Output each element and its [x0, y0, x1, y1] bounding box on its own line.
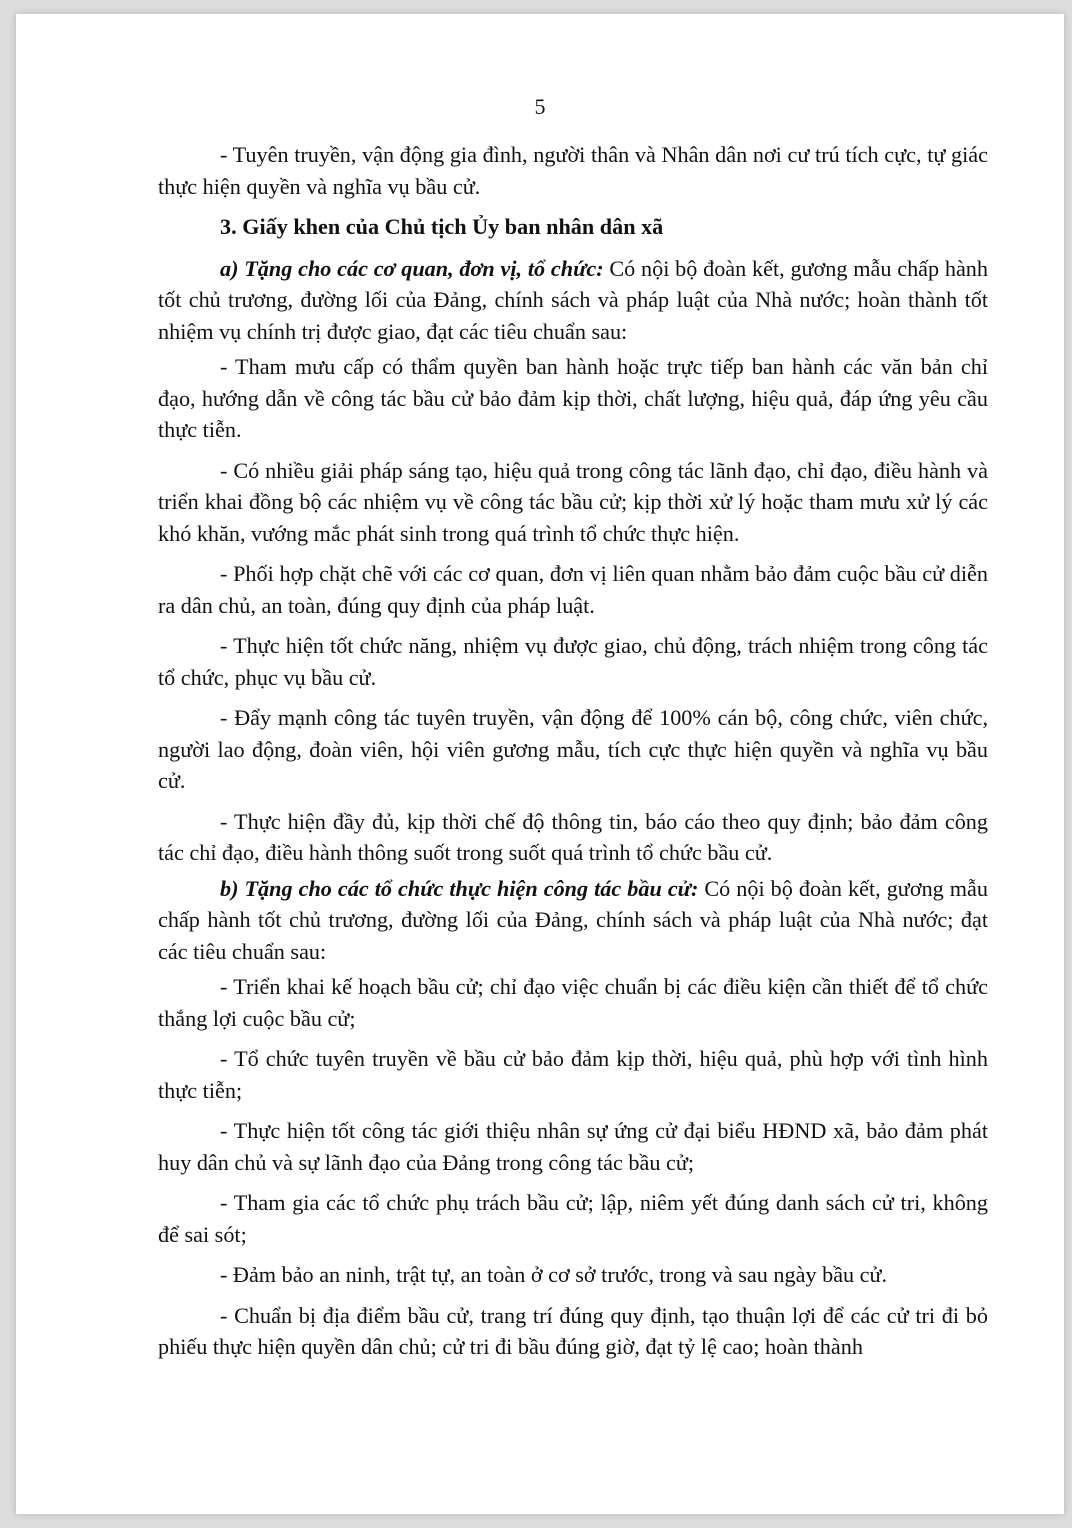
- criterion-b5: - Đảm bảo an ninh, trật tự, an toàn ở cơ sở trước, trong và sau ngày bầu cử.: [220, 1262, 888, 1287]
- criterion-b6: - Chuẩn bị địa điểm bầu cử, trang trí đúng quy định, tạo thuận lợi để các cử tri đi bỏ phiếu thực hiện quyền dân chủ; cử tri đi bầu đúng giờ, đạt tỷ lệ cao; hoàn thành: [158, 1302, 988, 1359]
- document-page: [16, 14, 1064, 1514]
- criterion-b2: - Tổ chức tuyên truyền về bầu cử bảo đảm kịp thời, hiệu quả, phù hợp với tình hình thực tiễn;: [158, 1046, 988, 1103]
- page-number: 5: [534, 94, 546, 119]
- criterion-b1: - Triển khai kế hoạch bầu cử; chỉ đạo việc chuẩn bị các điều kiện cần thiết để tổ chức thắng lợi cuộc bầu cử;: [158, 974, 988, 1031]
- paragraph-a-intro: [158, 253, 988, 348]
- paragraph-b-intro: [158, 873, 988, 968]
- criterion-a2: - Có nhiều giải pháp sáng tạo, hiệu quả trong công tác lãnh đạo, chỉ đạo, điều hành và triển khai đồng bộ các nhiệm vụ về công tác bầu cử; kịp thời xử lý hoặc tham mưu xử lý các khó khăn, vướng mắc phát sinh trong quá trình tổ chức thực hiện.: [158, 457, 988, 546]
- subsection-a-text: Có nội bộ đoàn kết, gương mẫu chấp hành tốt chủ trương, đường lối của Đảng, chính sách và pháp luật của Nhà nước; hoàn thành tốt nhiệm vụ chính trị được giao, đạt các tiêu chuẩn sau:: [158, 255, 988, 344]
- criterion-a1: - Tham mưu cấp có thẩm quyền ban hành hoặc trực tiếp ban hành các văn bản chỉ đạo, hướng dẫn về công tác bầu cử bảo đảm kịp thời, chất lượng, hiệu quả, đáp ứng yêu cầu thực tiễn.: [158, 354, 988, 442]
- criterion-b3: - Thực hiện tốt công tác giới thiệu nhân sự ứng cử đại biểu HĐND xã, bảo đảm phát huy dân chủ và sự lãnh đạo của Đảng trong công tác bầu cử;: [158, 1118, 988, 1175]
- criterion-a4: - Thực hiện tốt chức năng, nhiệm vụ được giao, chủ động, trách nhiệm trong công tác tổ chức, phục vụ bầu cử.: [158, 633, 988, 690]
- criterion-a5: - Đẩy mạnh công tác tuyên truyền, vận động để 100% cán bộ, công chức, viên chức, người lao động, đoàn viên, hội viên gương mẫu, tích cực thực hiện quyền và nghĩa vụ bầu cử.: [158, 705, 988, 793]
- document-body: [158, 139, 988, 1372]
- criterion-a6: - Thực hiện đầy đủ, kịp thời chế độ thông tin, báo cáo theo quy định; bảo đảm công tác chỉ đạo, điều hành thông suốt trong suốt quá trình tổ chức bầu cử.: [158, 808, 988, 865]
- section-heading-3: 3. Giấy khen của Chủ tịch Ủy ban nhân dân xã: [220, 214, 664, 239]
- subsection-a-lead: a) Tặng cho các cơ quan, đơn vị, tổ chức:: [220, 255, 604, 281]
- criterion-b4: - Tham gia các tổ chức phụ trách bầu cử; lập, niêm yết đúng danh sách cử tri, không để sai sót;: [158, 1190, 988, 1247]
- subsection-b-text: Có nội bộ đoàn kết, gương mẫu chấp hành tốt chủ trương, đường lối của Đảng, chính sách và pháp luật của Nhà nước; đạt các tiêu chuẩn sau:: [158, 875, 988, 964]
- subsection-b-lead: b) Tặng cho các tổ chức thực hiện công tác bầu cử:: [220, 875, 699, 901]
- criterion-a3: - Phối hợp chặt chẽ với các cơ quan, đơn vị liên quan nhằm bảo đảm cuộc bầu cử diễn ra dân chủ, an toàn, đúng quy định của pháp luật.: [158, 561, 988, 618]
- paragraph-propaganda: - Tuyên truyền, vận động gia đình, người thân và Nhân dân nơi cư trú tích cực, tự giác thực hiện quyền và nghĩa vụ bầu cử.: [158, 142, 988, 199]
